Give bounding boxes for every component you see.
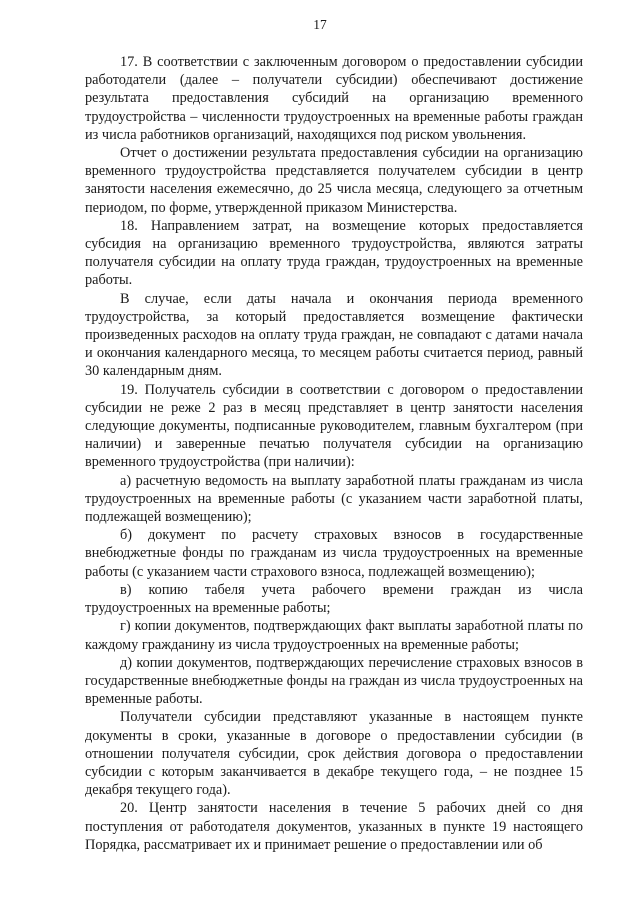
paragraph-17-intro: 17. В соответствии с заключенным договором о предоставлении субсидии работодатели (далее – получатели субсидии) обеспечивают достижение результата предоставления субсидий на организацию временного трудоустройства – численности трудоустроенных на временные работы граждан из числа работников организаций, находящихся под риском увольнения. xyxy=(85,54,583,143)
paragraph-19-intro: 19. Получатель субсидии в соответствии с договором о предоставлении субсидии не реже 2 раз в месяц представляет в центр занятости населения следующие документы, подписанные руководителем, главным бухгалтером (при наличии) и заверенные печатью получателя субсидии на организацию временного трудоустройства (при наличии): xyxy=(85,381,583,471)
list-item-d: д) копии документов, подтверждающих перечисление страховых взносов в государственные внебюджетные фонды на граждан из числа трудоустроенных на временные работы. xyxy=(85,654,583,708)
page-number: 17 xyxy=(313,17,327,32)
paragraph-19-deadline: Получатели субсидии представляют указанные в настоящем пункте документы в сроки, указанные в договоре о предоставлении субсидии (в отношении получателя субсидии, срок действия договора о предоставлении субсидии с которым заканчивается в декабре текущего года, – не позднее 15 декабря текущего года). xyxy=(85,709,583,799)
paragraph-20: 20. Центр занятости населения в течение 5 рабочих дней со дня поступления от работодателя документов, указанных в пункте 19 настоящего Порядка, рассматривает их и принимает решение о предоставлении или об xyxy=(85,800,583,853)
document-body xyxy=(85,53,583,854)
paragraph-18-costs: 18. Направлением затрат, на возмещение которых предоставляется субсидия на организацию временного трудоустройства, являются затраты получателя субсидии на оплату труда граждан, трудоустроенных на временные работы. xyxy=(85,217,583,289)
paragraph-18-period: В случае, если даты начала и окончания периода временного трудоустройства, за который предоставляется возмещение фактически произведенных расходов на оплату труда граждан, не совпадают с датами начала и окончания календарного месяца, то месяцем работы считается период, равный 30 календарным дням. xyxy=(85,290,583,380)
paragraph-17-report: Отчет о достижении результата предоставления субсидии на организацию временного трудоустройства представляется получателем субсидии в центр занятости населения ежемесячно, до 25 числа месяца, следующего за отчетным периодом, по форме, утвержденной приказом Министерства. xyxy=(85,145,583,216)
list-item-v: в) копию табеля учета рабочего времени граждан из числа трудоустроенных на временные работы; xyxy=(85,581,583,617)
list-item-a: а) расчетную ведомость на выплату заработной платы гражданам из числа трудоустроенных на временные работы (с указанием части заработной платы, подлежащей возмещению); xyxy=(85,472,583,526)
list-item-g: г) копии документов, подтверждающих факт выплаты заработной платы по каждому гражданину из числа трудоустроенных на временные работы; xyxy=(85,618,583,653)
list-item-b: б) документ по расчету страховых взносов в государственные внебюджетные фонды по гражданам из числа трудоустроенных на временные работы (с указанием части страхового взноса, подлежащей возмещению); xyxy=(85,527,583,580)
